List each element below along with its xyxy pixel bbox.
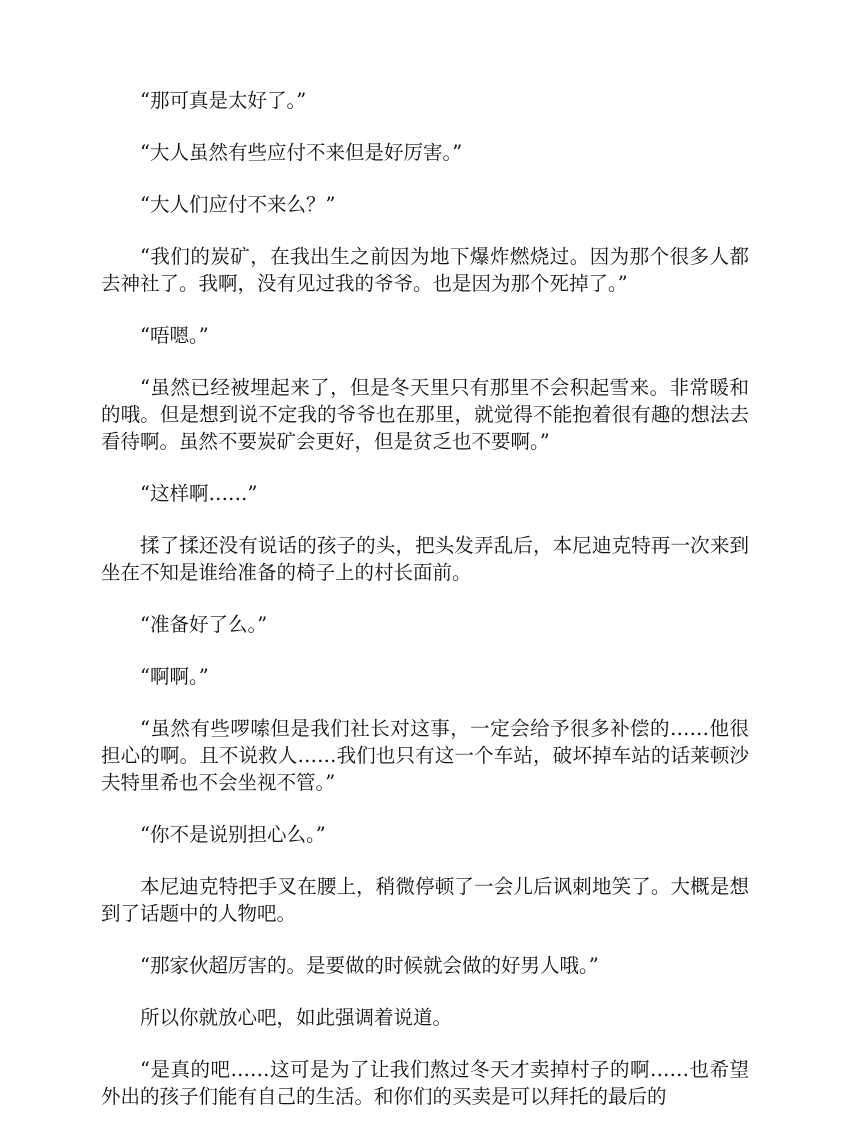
paragraph-4: “我们的炭矿，在我出生之前因为地下爆炸燃烧过。因为那个很多人都去神社了。我啊，没有见过我的爷爷。也是因为那个死掉了。” (101, 245, 749, 295)
paragraph-16: “是真的吧……这可是为了让我们熬过冬天才卖掉村子的啊……也希望外出的孩子们能有自己的生活。和你们的买卖是可以拜托的最后的 (101, 1058, 749, 1108)
paragraph-15: 所以你就放心吧，如此强调着说道。 (140, 1006, 453, 1029)
paragraph-1: “那可真是太好了。” (140, 89, 307, 112)
paragraph-13: 本尼迪克特把手叉在腰上，稍微停顿了一会儿后讽刺地笑了。大概是想到了话题中的人物吧。 (101, 875, 749, 925)
body-text (101, 87, 749, 1135)
paragraph-6: “虽然已经被埋起来了，但是冬天里只有那里不会积起雪来。非常暖和的哦。但是想到说不定我的爷爷也在那里，就觉得不能抱着很有趣的想法去看待啊。虽然不要炭矿会更好，但是贫乏也不要啊。” (101, 376, 749, 453)
paragraph-14: “那家伙超厉害的。是要做的时候就会做的好男人哦。” (140, 954, 599, 977)
paragraph-11: “虽然有些啰嗦但是我们社长对这事，一定会给予很多补偿的……他很担心的啊。且不说救人……我们也只有这一个车站，破坏掉车站的话莱顿沙夫特里希也不会坐视不管。” (101, 717, 749, 794)
paragraph-7: “这样啊……” (140, 482, 258, 505)
paragraph-3: “大人们应付不来么？” (140, 193, 336, 216)
paragraph-2: “大人虽然有些应付不来但是好厉害。” (140, 141, 463, 164)
paragraph-10: “啊啊。” (140, 665, 209, 688)
paragraph-8: 揉了揉还没有说话的孩子的头，把头发弄乱后，本尼迪克特再一次来到坐在不知是谁给准备的椅子上的村长面前。 (101, 534, 749, 584)
paragraph-5: “唔嗯。” (140, 324, 209, 347)
paragraph-9: “准备好了么。” (140, 613, 268, 636)
paragraph-12: “你不是说别担心么。” (140, 823, 326, 846)
